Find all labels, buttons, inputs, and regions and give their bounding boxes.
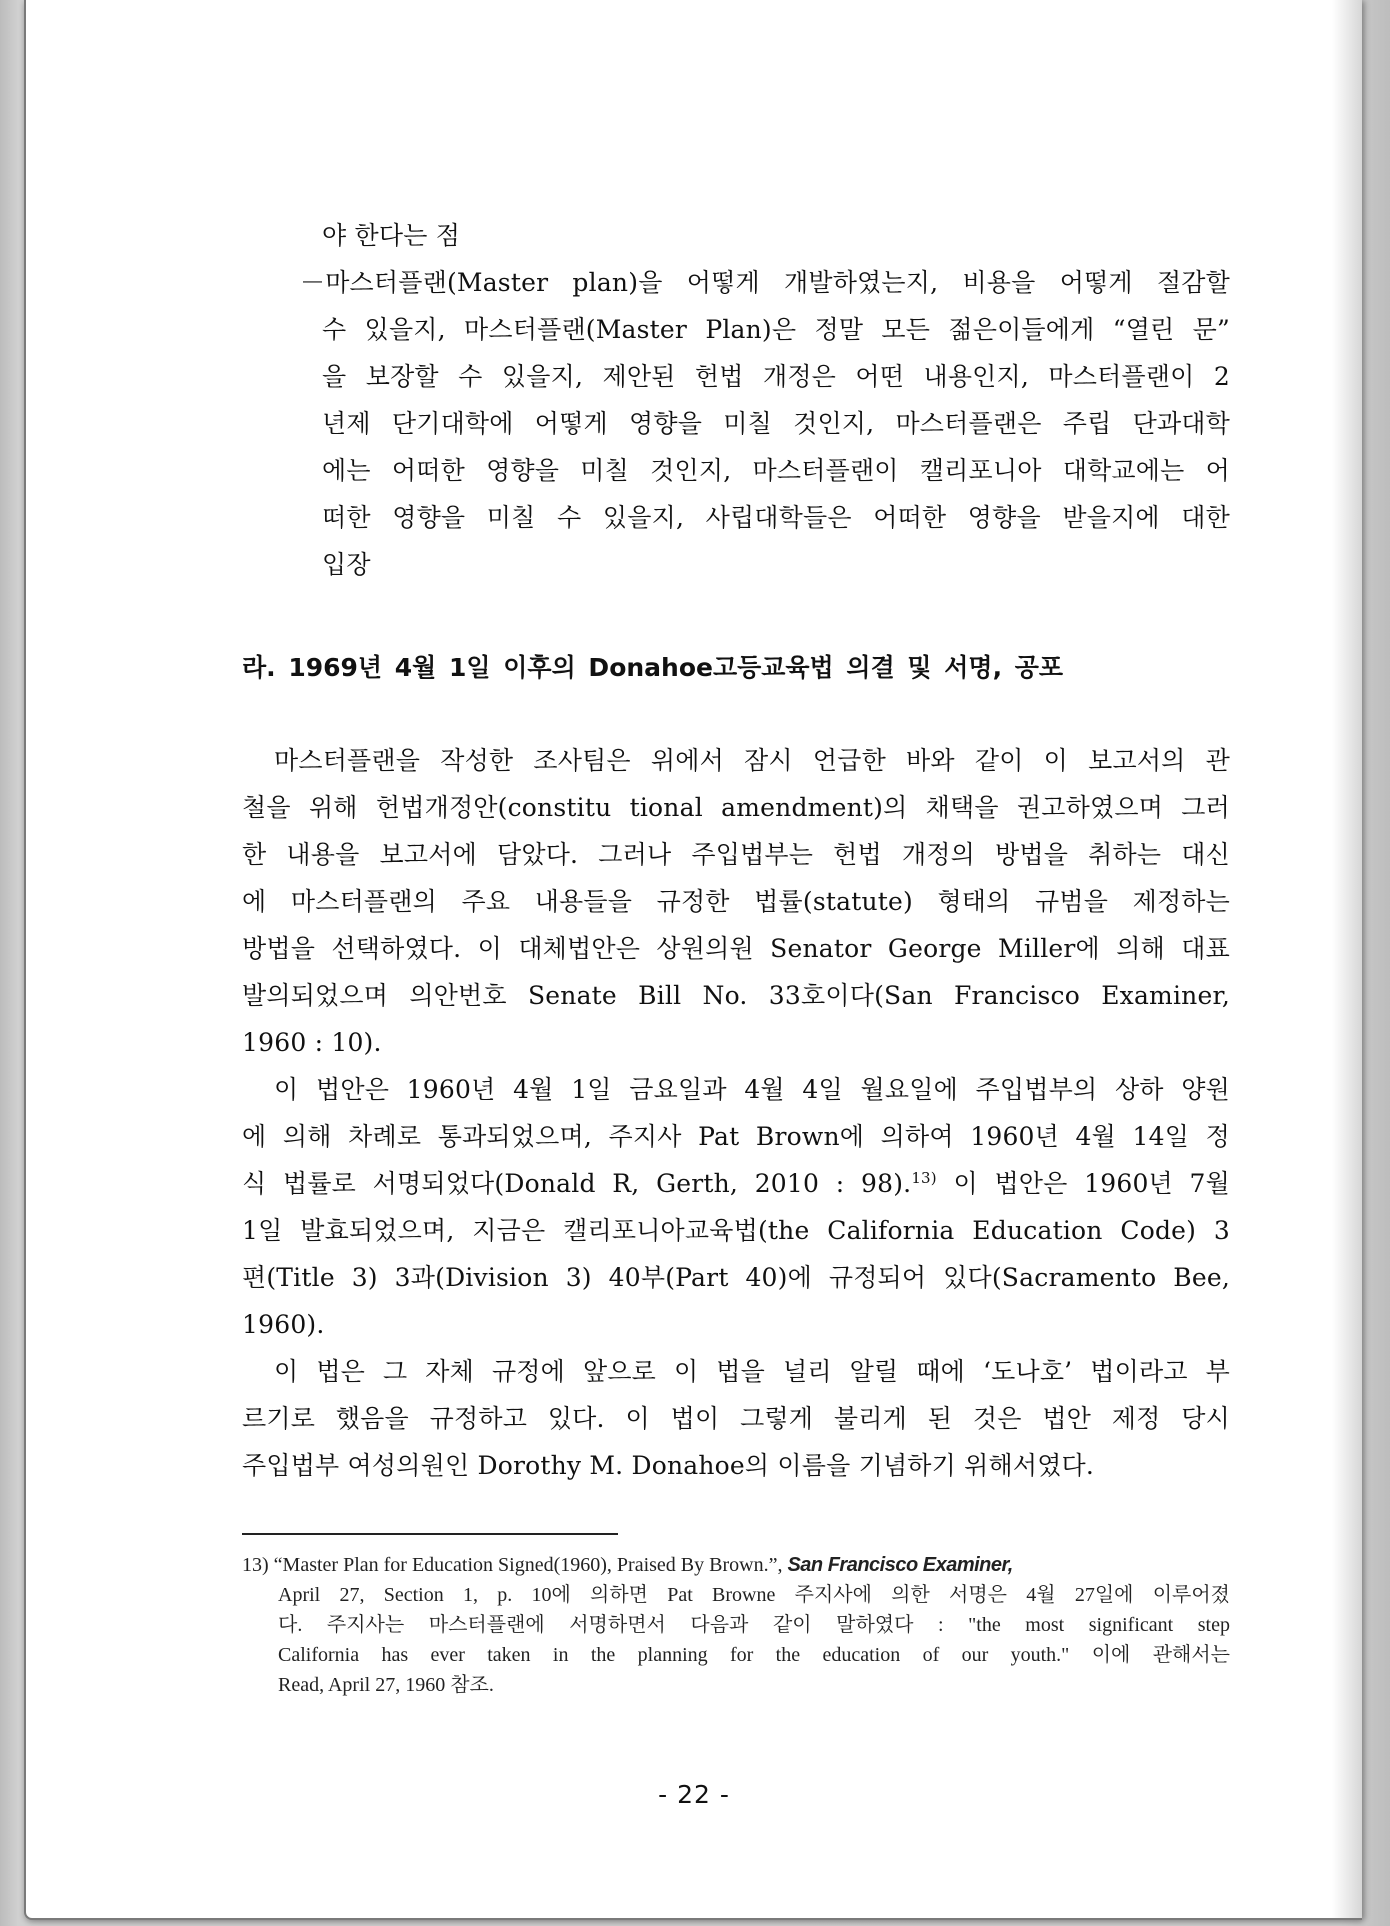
paragraph-line: 방법을 선택하였다. 이 대체법안은 상원의원 Senator George Miller에 의해 대표 (242, 934, 1230, 963)
paragraph-text: 식 법률로 서명되었다(Donald R, Gerth, 2010 : 98). (242, 1169, 912, 1198)
footnote-divider (242, 1533, 618, 1535)
paragraph-line: 에 의해 차례로 통과되었으며, 주지사 Pat Brown에 의하여 1960년 4월 14일 정 (242, 1122, 1230, 1151)
paragraph-line: 이 법은 그 자체 규정에 앞으로 이 법을 널리 알릴 때에 ‘도나호’ 법이라고 부 (274, 1357, 1230, 1386)
paragraph-line: 마스터플랜을 작성한 조사팀은 위에서 잠시 언급한 바와 같이 이 보고서의 관 (274, 746, 1230, 775)
footnote-source: San Francisco Examiner, (787, 1554, 1013, 1576)
paragraph-line: 1960 : 10). (242, 1028, 382, 1057)
paragraph-line: 1일 발효되었으며, 지금은 캘리포니아교육법(the California Education Code) 3 (242, 1216, 1230, 1245)
footnote-line: California has ever taken in the planning for the education of our youth." 이에 관해서는 (278, 1644, 1230, 1666)
footnote-text: “Master Plan for Education Signed(1960), Praised By Brown.”, (268, 1554, 788, 1576)
list-item-line: 떠한 영향을 미칠 수 있을지, 사립대학들은 어떠한 영향을 받을지에 대한 (322, 503, 1230, 532)
paragraph-line: 편(Title 3) 3과(Division 3) 40부(Part 40)에 규정되어 있다(Sacramento Bee, (242, 1263, 1230, 1292)
section-heading: 라. 1969년 4월 1일 이후의 Donahoe고등교육법 의결 및 서명, 공포 (242, 653, 1064, 682)
paragraph-line: 주입법부 여성의원인 Dorothy M. Donahoe의 이름을 기념하기 위해서였다. (242, 1451, 1095, 1480)
paragraph-line: 르기로 했음을 규정하고 있다. 이 법이 그렇게 불리게 된 것은 법안 제정 당시 (242, 1404, 1230, 1433)
paragraph-line: 발의되었으며 의안번호 Senate Bill No. 33호이다(San Francisco Examiner, (242, 981, 1230, 1010)
list-item-line: －마스터플랜(Master plan)을 어떻게 개발하였는지, 비용을 어떻게 절감할 (300, 268, 1230, 297)
paragraph-line: 한 내용을 보고서에 담았다. 그러나 주입법부는 헌법 개정의 방법을 취하는 대신 (242, 840, 1230, 869)
footnote-line: April 27, Section 1, p. 10에 의하면 Pat Browne 주지사에 의한 서명은 4월 27일에 이루어졌 (278, 1584, 1230, 1606)
page-number: - 22 - (658, 1780, 730, 1809)
list-item-line: 년제 단기대학에 어떻게 영향을 미칠 것인지, 마스터플랜은 주립 단과대학 (322, 409, 1230, 438)
paragraph-line: 철을 위해 헌법개정안(constitu tional amendment)의 채택을 권고하였으며 그러 (242, 793, 1230, 822)
paragraph-line: 에 마스터플랜의 주요 내용들을 규정한 법률(statute) 형태의 규범을 제정하는 (242, 887, 1230, 916)
footnote-line: 다. 주지사는 마스터플랜에 서명하면서 다음과 같이 말하였다 : "the most significant step (278, 1614, 1230, 1636)
paragraph-line-with-note (242, 1169, 1230, 1199)
list-item-line: 입장 (322, 550, 371, 579)
list-continuation-line: 야 한다는 점 (322, 221, 461, 250)
paragraph-line: 이 법안은 1960년 4월 1일 금요일과 4월 4일 월요일에 주입법부의 상하 양원 (274, 1075, 1230, 1104)
paragraph-text: 이 법안은 1960년 7월 (936, 1169, 1230, 1198)
paragraph-line: 1960). (242, 1310, 325, 1339)
footnote-line: Read, April 27, 1960 참조. (278, 1674, 494, 1696)
list-item-line: 에는 어떠한 영향을 미칠 것인지, 마스터플랜이 캘리포니아 대학교에는 어 (322, 456, 1230, 485)
footnote-reference[interactable]: 13) (911, 1169, 937, 1187)
footnote-number: 13) (242, 1554, 269, 1576)
page-edge-shadow (1332, 0, 1362, 1918)
document-page (24, 0, 1362, 1920)
list-item-line: 수 있을지, 마스터플랜(Master Plan)은 정말 모든 젊은이들에게 “열린 문” (322, 315, 1230, 344)
list-item-line: 을 보장할 수 있을지, 제안된 헌법 개정은 어떤 내용인지, 마스터플랜이 2 (322, 362, 1230, 391)
footnote-line (242, 1550, 1013, 1580)
